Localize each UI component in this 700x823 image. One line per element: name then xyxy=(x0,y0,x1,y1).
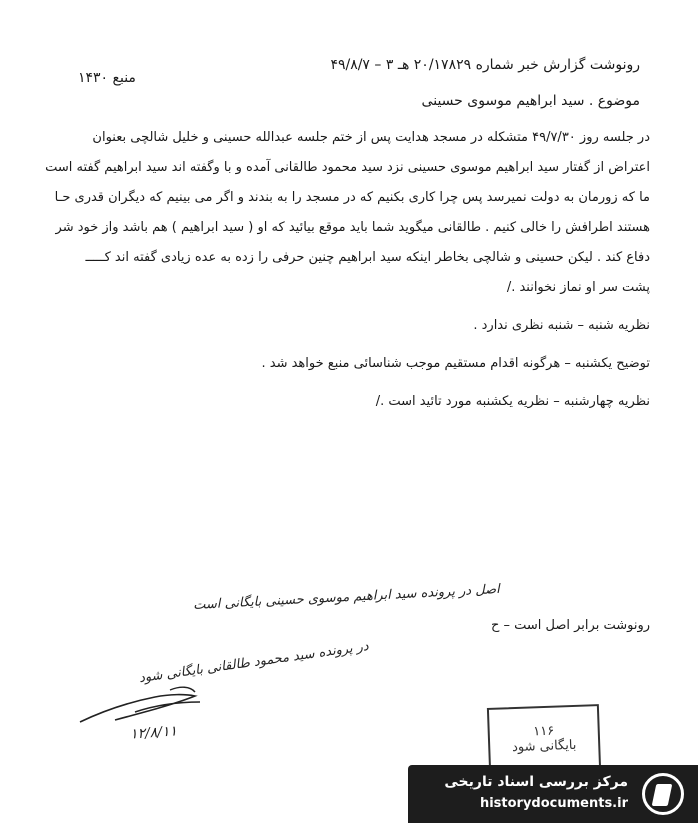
comment-saturday: نظریه شنبه – شنبه نظری ندارد . xyxy=(473,318,650,333)
watermark-banner xyxy=(408,765,698,823)
watermark-title: مرکز بررسی اسناد تاریخی xyxy=(444,774,628,790)
copy-certification: رونوشت برابر اصل است – ح xyxy=(490,618,650,633)
handwritten-note-archive-taleghani: در پرونده سید محمود طالقانی بایگانی شود xyxy=(138,638,370,687)
body-line-2: اعتراض از گفتار سید ابراهیم موسوی حسینی نزد سید محمود طالقانی آمده و با وگفته اند سید ابراهیم گفته است xyxy=(45,160,650,175)
handwritten-date: ۱۲/۸/۱۱ xyxy=(129,723,178,743)
watermark-url: historydocuments.ir xyxy=(479,796,628,811)
stamp-number: ۱۱۶ xyxy=(532,723,555,740)
report-subject: موضوع . سید ابراهیم موسوی حسینی xyxy=(421,93,640,109)
body-line-3: ما که زورمان به دولت نمیرسد پس چرا کاری بکنیم که در مسجد را به بندند و اگر می بینیم که دیگران قدری حـا xyxy=(54,190,650,205)
stamp-text: بایگانی شود xyxy=(511,737,577,756)
report-reference-line: رونوشت گزارش خبر شماره ۲۰/۱۷۸۲۹ هـ ۳ – ۴۹/۸/۷ xyxy=(330,57,640,73)
source-number: منبع ۱۴۳۰ xyxy=(78,70,136,86)
archive-stamp xyxy=(487,704,601,774)
body-line-1: در جلسه روز ۴۹/۷/۳۰ متشکله در مسجد هدایت پس از ختم جلسه عبدالله حسینی و خلیل شالچی بعنوان xyxy=(92,130,650,145)
body-line-4: هستند اطرافش را خالی کنیم . طالقانی میگوید شما باید موقع بیائید که او ( سید ابراهیم ) هم باشد واز خود شر xyxy=(55,220,650,235)
note-sunday: توضیح یکشنبه – هرگونه اقدام مستقیم موجب شناسائی منبع خواهد شد . xyxy=(261,356,650,371)
body-line-6: پشت سر او نماز نخوانند ./ xyxy=(506,280,650,295)
handwritten-note-archive-ebrahim: اصل در پرونده سید ابراهیم موسوی حسینی بایگانی است xyxy=(192,581,501,614)
comment-wednesday: نظریه چهارشنبه – نظریه یکشنبه مورد تائید است ./ xyxy=(375,394,650,409)
archive-logo-icon xyxy=(642,773,684,815)
body-line-5: دفاع کند . لیکن حسینی و شالچی بخاطر اینکه سید ابراهیم چنین حرفی را زده به عده زیادی گفته اند کـــــ xyxy=(85,250,650,265)
